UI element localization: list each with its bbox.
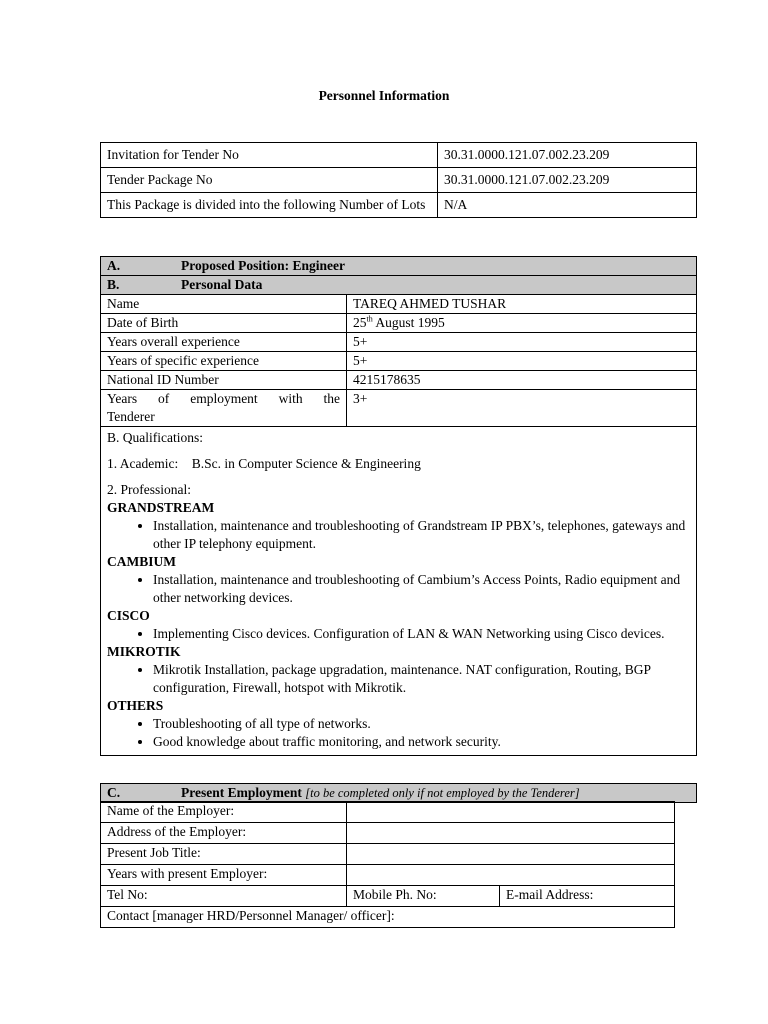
skill-list xyxy=(107,571,690,607)
page-title: Personnel Information xyxy=(318,88,450,103)
field-label-line: Tenderer xyxy=(107,409,155,424)
field-label: Years of specific experience xyxy=(101,352,347,371)
academic-line xyxy=(107,455,690,473)
field-label: Address of the Employer: xyxy=(101,823,347,844)
field-value xyxy=(347,844,675,865)
tender-label: Tender Package No xyxy=(101,168,438,193)
section-title: Present Employment xyxy=(181,785,302,800)
skill-list xyxy=(107,625,690,643)
company-heading: GRANDSTREAM xyxy=(107,500,215,515)
table-row xyxy=(101,390,697,427)
table-row xyxy=(101,193,697,218)
tender-table xyxy=(100,142,697,218)
company-heading: CISCO xyxy=(107,608,150,623)
field-value: 5+ xyxy=(347,352,697,371)
professional-label: 2. Professional: xyxy=(107,482,191,497)
field-label: Years with present Employer: xyxy=(101,865,347,886)
field-label: Present Job Title: xyxy=(101,844,347,865)
field-label: Date of Birth xyxy=(101,314,347,333)
field-label: Contact [manager HRD/Personnel Manager/ officer]: xyxy=(101,907,675,928)
section-b-header xyxy=(101,276,697,295)
tender-label: This Package is divided into the following Number of Lots xyxy=(101,193,438,218)
list-item: • Installation, maintenance and troubleshooting of Grandstream IP PBX’s, telephones, gateways and other IP telephony equipment. xyxy=(153,517,690,553)
table-row xyxy=(101,352,697,371)
academic-value: B.Sc. in Computer Science & Engineering xyxy=(191,456,421,471)
qualifications-row xyxy=(101,427,697,756)
qualifications-heading: B. Qualifications: xyxy=(107,430,203,445)
skill-list xyxy=(107,517,690,553)
field-value xyxy=(347,802,675,823)
table-row xyxy=(101,314,697,333)
field-value xyxy=(347,314,697,333)
section-title: Proposed Position: Engineer xyxy=(181,258,346,273)
field-value xyxy=(347,865,675,886)
table-row xyxy=(101,143,697,168)
table-row xyxy=(101,802,675,823)
skill-list xyxy=(107,661,690,697)
table-row xyxy=(101,333,697,352)
field-label: Years overall experience xyxy=(101,333,347,352)
company-heading: CAMBIUM xyxy=(107,554,176,569)
dob-rest: August 1995 xyxy=(372,315,445,330)
field-label-line: Years of employment with the xyxy=(107,391,340,406)
field-value: 5+ xyxy=(347,333,697,352)
section-a-header xyxy=(101,257,697,276)
skill-list xyxy=(107,715,690,751)
section-letter: C. xyxy=(107,785,121,800)
table-row xyxy=(101,865,675,886)
tender-value: 30.31.0000.121.07.002.23.209 xyxy=(438,143,697,168)
dob-suffix: th xyxy=(366,314,373,324)
table-row xyxy=(101,907,675,928)
field-value xyxy=(347,823,675,844)
tender-label: Invitation for Tender No xyxy=(101,143,438,168)
table-row xyxy=(101,168,697,193)
field-label: Name of the Employer: xyxy=(101,802,347,823)
field-label xyxy=(101,390,347,427)
field-label: Name xyxy=(101,295,347,314)
field-value: TAREQ AHMED TUSHAR xyxy=(347,295,697,314)
section-c-header xyxy=(100,783,697,803)
section-title: Personal Data xyxy=(181,277,263,292)
list-item: • Implementing Cisco devices. Configuration of LAN & WAN Networking using Cisco devices. xyxy=(153,625,690,643)
table-row xyxy=(101,886,675,907)
section-letter: A. xyxy=(107,258,121,273)
field-label: Tel No: xyxy=(101,886,347,907)
table-row xyxy=(101,371,697,390)
field-label: Mobile Ph. No: xyxy=(347,886,500,907)
section-note: [to be completed only if not employed by the Tenderer] xyxy=(305,786,580,800)
company-heading: MIKROTIK xyxy=(107,644,181,659)
academic-label: 1. Academic: xyxy=(107,456,179,471)
table-row xyxy=(101,844,675,865)
list-item: • Installation, maintenance and troubleshooting of Cambium’s Access Points, Radio equipment and other networking devices. xyxy=(153,571,690,607)
list-item: • Mikrotik Installation, package upgradation, maintenance. NAT configuration, Routing, BGP configuration, Firewall, hotspot with Mikrotik. xyxy=(153,661,690,697)
table-row xyxy=(101,823,675,844)
qualifications xyxy=(101,427,697,756)
dob-day: 25 xyxy=(353,315,367,330)
company-heading: OTHERS xyxy=(107,698,164,713)
personal-data-table xyxy=(100,256,697,756)
field-value: 4215178635 xyxy=(347,371,697,390)
field-label: National ID Number xyxy=(101,371,347,390)
table-row xyxy=(101,295,697,314)
list-item: • Troubleshooting of all type of networks. xyxy=(153,715,690,733)
tender-value: 30.31.0000.121.07.002.23.209 xyxy=(438,168,697,193)
field-value: 3+ xyxy=(347,390,697,427)
employer-table xyxy=(100,801,675,928)
tender-value: N/A xyxy=(438,193,697,218)
section-letter: B. xyxy=(107,277,120,292)
list-item: • Good knowledge about traffic monitoring, and network security. xyxy=(153,733,690,751)
field-label: E-mail Address: xyxy=(500,886,675,907)
